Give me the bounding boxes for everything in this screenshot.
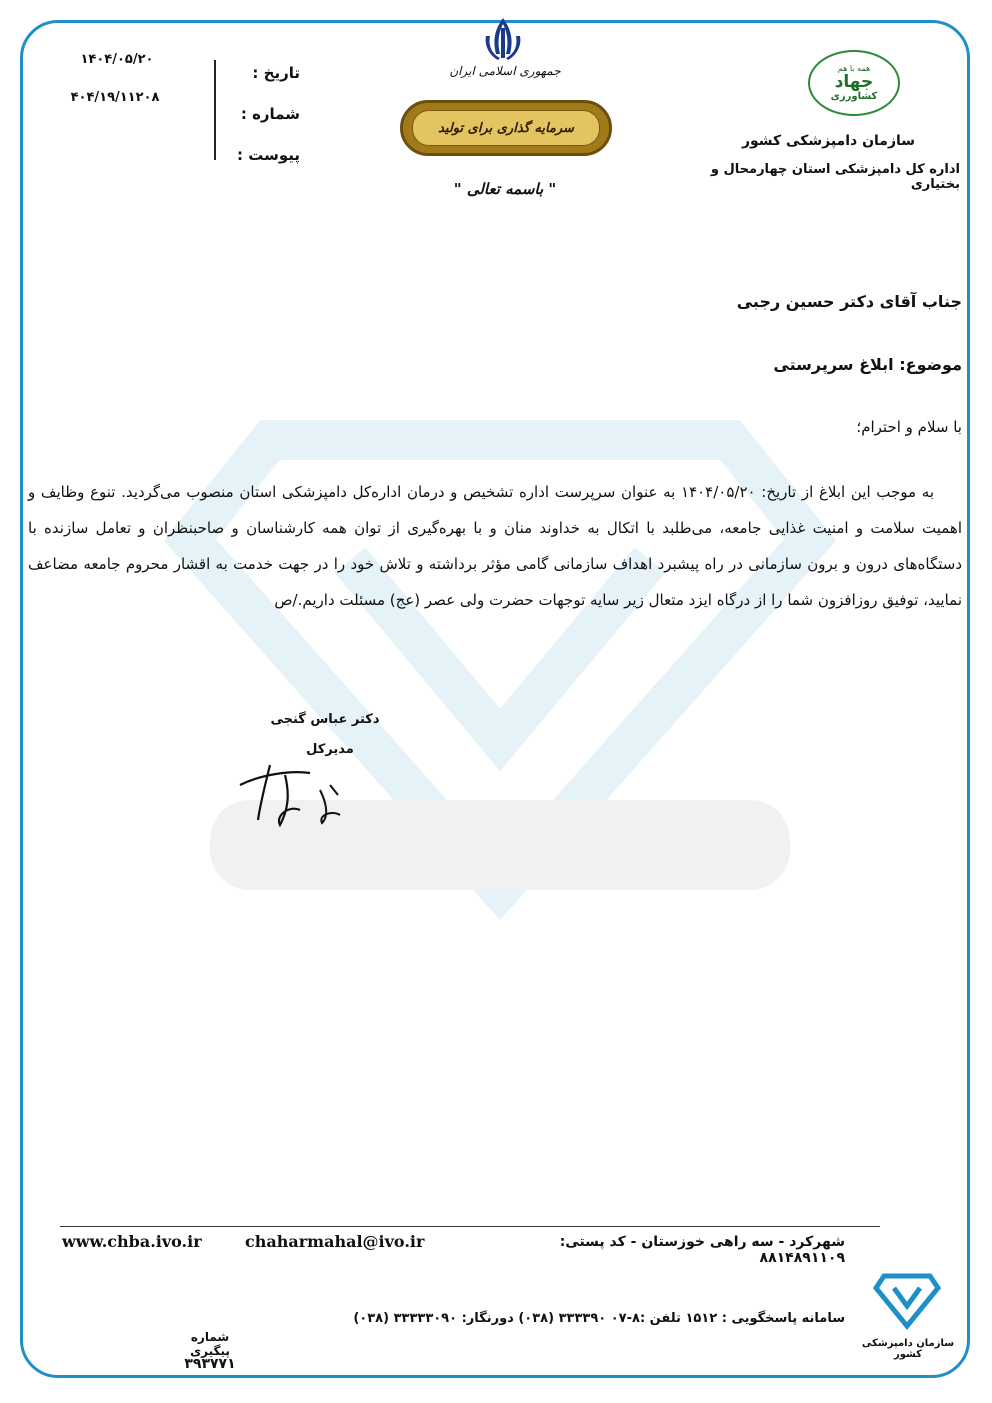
number-value: ۴۰۴/۱۹/۱۱۲۰۸ [70, 90, 160, 105]
letter-body: به موجب این ابلاغ از تاریخ: ۱۴۰۴/۰۵/۲۰ به عنوان سرپرست اداره تشخیص و درمان اداره‌کل دامپزشکی استان منصوب می‌گردید. تنوع وظایف و اهمیت سلامت و امنیت غذایی جامعه، می‌طلبد با اتکال به خداوند منان و با بهره‌گیری از توان همه کارشناسان و صاحبنظران و تعامل سازنده با دستگاه‌های درون و برون سازمانی در راه پیشبرد اهداف سازمانی گامی مؤثر برداشته و تلاش خود را در جهت خدمت به اقشار محروم جامعه مضاعف نمایید، توفیق روزافزون شما را از درگاه ایزد متعال زیر سایه توجهات حضرت ولی عصر (عج) مسئلت داریم./ص [28, 483, 962, 609]
subject: موضوع: ابلاغ سرپرستی [773, 355, 962, 374]
vet-logo-caption: سازمان دامپزشکی کشور [861, 1338, 955, 1360]
org-subtitle: اداره کل دامپزشکی استان چهارمحال و بختیاری [710, 162, 960, 192]
footer-divider [60, 1226, 880, 1227]
tracking-label: شماره پیگیری [190, 1330, 230, 1358]
slogan-banner [400, 100, 612, 156]
signer-name: دکتر عباس گنجی [270, 712, 380, 727]
phones: سامانه پاسخگویی : ۱۵۱۲ تلفن :۸-۰۷ ۳۳۳۳۹۰ (۰۳۸) دورنگار: ۳۳۳۳۳۰۹۰ (۰۳۸) [353, 1311, 845, 1326]
slogan-text: سرمایه گذاری برای تولید [412, 110, 600, 146]
jahad-main-text: جهاد [834, 72, 874, 92]
tracking-number: ۳۹۳۷۷۱ [184, 1356, 236, 1372]
signer-title: مدیرکل [306, 742, 354, 757]
signature-image [230, 755, 370, 835]
republic-text: جمهوری اسلامی ایران [449, 64, 561, 78]
date-value: ۱۴۰۴/۰۵/۲۰ [80, 52, 154, 67]
vet-org-logo [872, 1272, 942, 1332]
jahad-sub-text: کشاورزی [830, 91, 878, 102]
address: شهرکرد - سه راهی خوزستان - کد پستی: ۸۸۱۴۸۹۱۱۰۹ [559, 1234, 845, 1266]
date-label: تاریخ : [252, 64, 300, 82]
greeting: با سلام و احترام؛ [856, 418, 962, 436]
recipient: جناب آقای دکتر حسین رجبی [736, 292, 962, 311]
iran-emblem-icon [478, 14, 528, 64]
number-label: شماره : [240, 105, 300, 123]
jahad-top-text: همه با هم [837, 64, 871, 73]
email-link[interactable]: chaharmahal@ivo.ir [245, 1232, 425, 1251]
attachment-label: پیوست : [236, 146, 300, 164]
header-divider [214, 60, 216, 160]
website-link[interactable]: www.chba.ivo.ir [62, 1232, 202, 1251]
jahad-keshavarzi-logo [808, 50, 900, 116]
bismillah: " باسمه تعالی " [453, 180, 557, 198]
org-name: سازمان دامپزشکی کشور [741, 133, 916, 149]
